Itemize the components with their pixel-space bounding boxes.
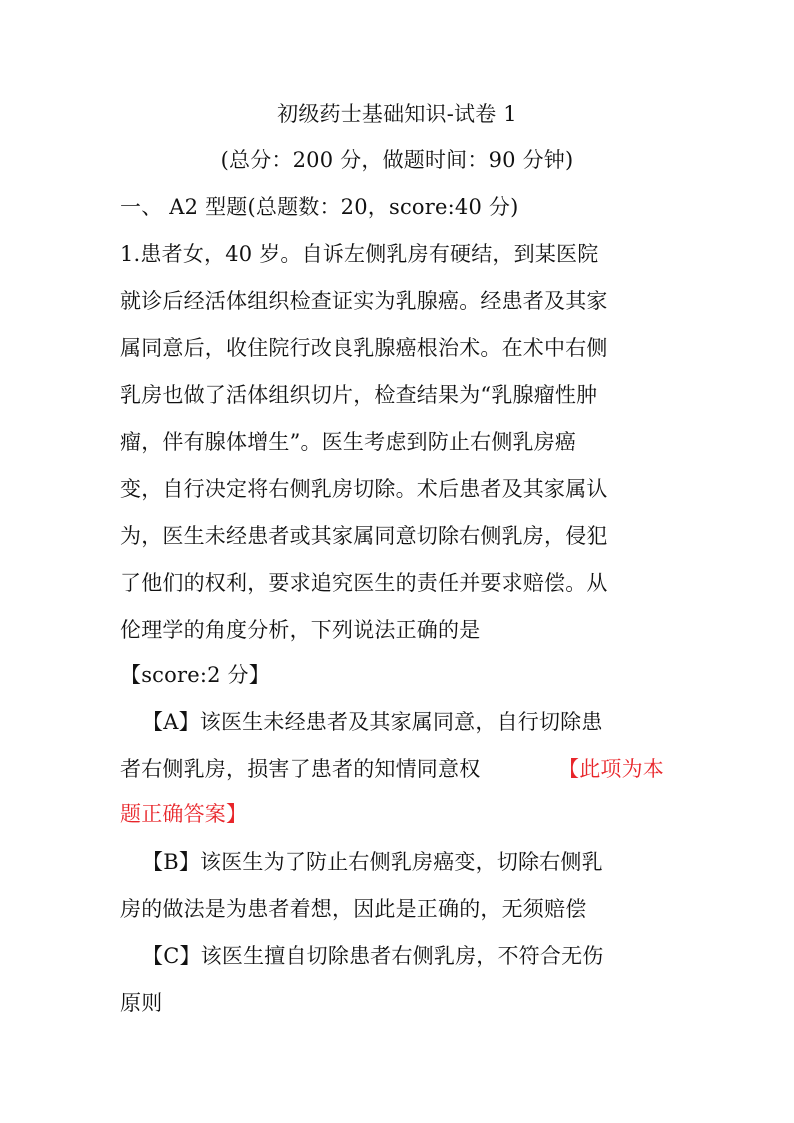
option-a-text: 者右侧乳房，损害了患者的知情同意权: [120, 757, 481, 781]
document-title: 初级药士基础知识-试卷 1: [277, 102, 517, 126]
option-a-line: 【A】该医生未经患者及其家属同意，自行切除患: [142, 710, 603, 734]
question-line: 为，医生未经患者或其家属同意切除右侧乳房，侵犯: [120, 524, 608, 548]
question-line: 乳房也做了活体组织切片，检查结果为“乳腺瘤性肿: [120, 383, 598, 407]
option-b-line: 【B】该医生为了防止右侧乳房癌变，切除右侧乳: [142, 850, 603, 874]
document-subtitle: (总分：200 分，做题时间：90 分钟): [220, 148, 574, 172]
question-score: 【score:2 分】: [120, 663, 270, 687]
correct-answer-marker: 题正确答案】: [120, 802, 248, 826]
option-c-line: 原则: [120, 991, 163, 1015]
option-b-line: 房的做法是为患者着想，因此是正确的，无须赔偿: [120, 897, 587, 921]
section-header: 一、 A2 型题(总题数：20，score:40 分): [120, 195, 519, 219]
option-a-line: [120, 755, 480, 783]
question-line: 1.患者女，40 岁。自诉左侧乳房有硬结，到某医院: [120, 242, 599, 266]
question-line: 变，自行决定将右侧乳房切除。术后患者及其家属认: [120, 477, 608, 501]
option-c-line: 【C】该医生擅自切除患者右侧乳房，不符合无伤: [142, 944, 604, 968]
question-line: 伦理学的角度分析，下列说法正确的是: [120, 618, 481, 642]
question-line: 就诊后经活体组织检查证实为乳腺癌。经患者及其家: [120, 289, 608, 313]
question-line: 了他们的权利，要求追究医生的责任并要求赔偿。从: [120, 571, 608, 595]
question-line: 瘤，伴有腺体增生”。医生考虑到防止右侧乳房癌: [120, 430, 577, 454]
question-line: 属同意后，收住院行改良乳腺癌根治术。在术中右侧: [120, 336, 608, 360]
correct-answer-marker: 【此项为本: [558, 757, 664, 781]
